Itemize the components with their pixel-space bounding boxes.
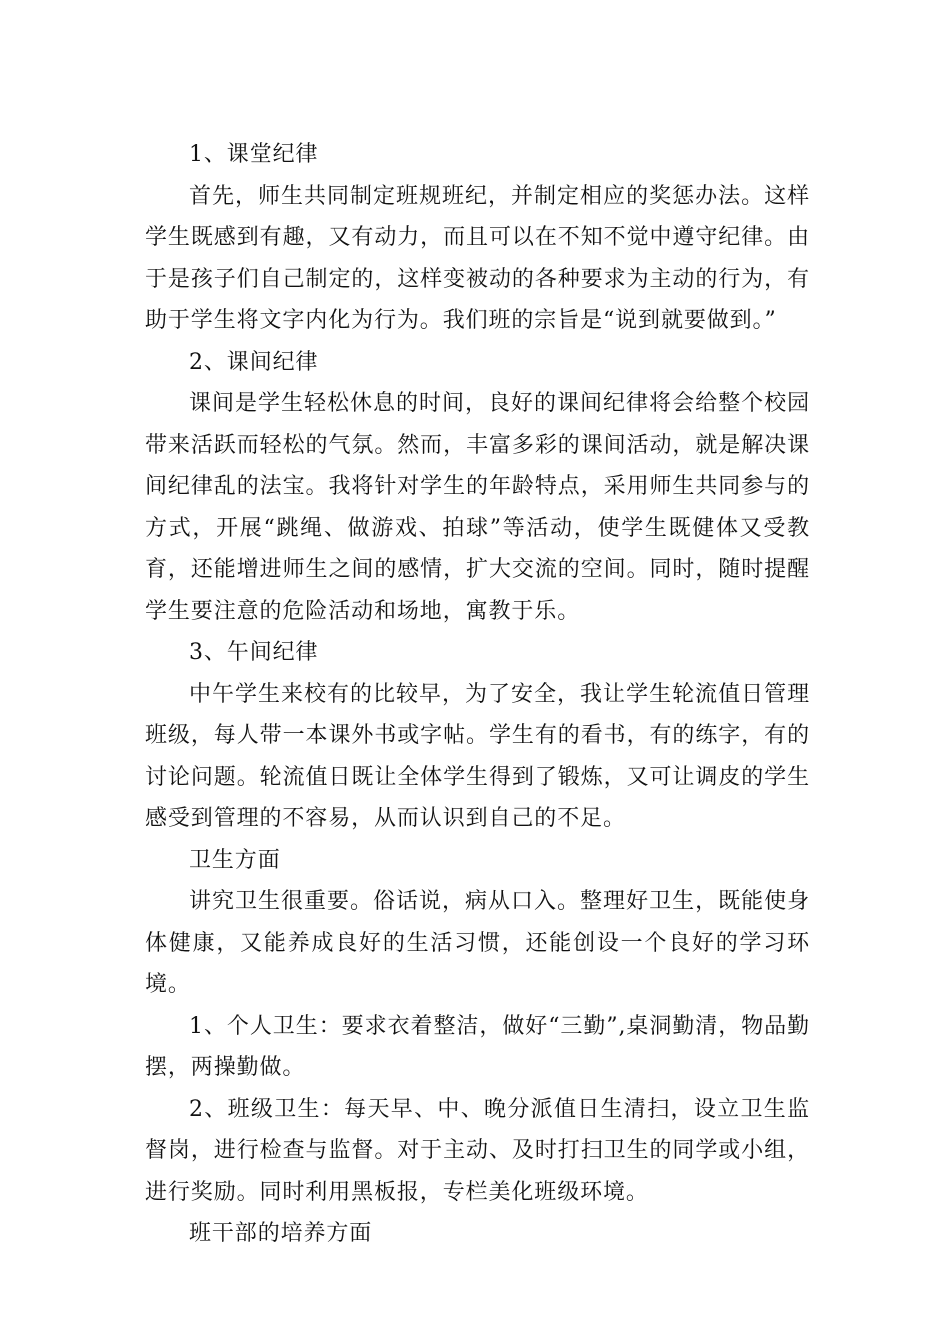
paragraph-personal-hygiene: 1、个人卫生：要求衣着整洁，做好“三勤”,桌洞勤清，物品勤摆，两操勤做。 <box>145 1013 810 1080</box>
paragraph-break-activities: 课间是学生轻松休息的时间，良好的课间纪律将会给整个校园带来活跃而轻松的气氛。然而，丰富多彩的课间活动，就是解决课间纪律乱的法宝。我将针对学生的年龄特点，采用师生共同参与的方式，开展“跳绳、做游戏、拍球”等活动，使学生既健体又受教育，还能增进师生之间的感情，扩大交流的空间。同时，随时提醒学生要注意的危险活动和场地，寓教于乐。 <box>145 391 810 624</box>
section-heading-noon-discipline: 3、午间纪律 <box>189 640 319 665</box>
section-heading-hygiene: 卫生方面 <box>189 847 281 873</box>
paragraph-classroom-rules: 首先，师生共同制定班规班纪，并制定相应的奖惩办法。这样学生既感到有趣，又有动力，而且可以在不知不觉中遵守纪律。由于是孩子们自己制定的，这样变被动的各种要求为主动的行为，有助于学生将文字内化为行为。我们班的宗旨是“说到就要做到。” <box>145 183 810 333</box>
document-body <box>145 134 810 1255</box>
paragraph-hygiene-intro: 讲究卫生很重要。俗话说，病从口入。整理好卫生，既能使身体健康，又能养成良好的生活习惯，还能创设一个良好的学习环境。 <box>145 889 810 997</box>
section-heading-class-cadre: 班干部的培养方面 <box>189 1221 373 1246</box>
section-heading-classroom-discipline: 1、课堂纪律 <box>189 142 319 167</box>
paragraph-noon-duty: 中午学生来校有的比较早，为了安全，我让学生轮流值日管理班级，每人带一本课外书或字帖。学生有的看书，有的练字，有的讨论问题。轮流值日既让全体学生得到了锻炼，又可让调皮的学生感受到管理的不容易，从而认识到自己的不足。 <box>145 681 810 831</box>
section-heading-break-discipline: 2、课间纪律 <box>189 349 319 375</box>
paragraph-class-hygiene: 2、班级卫生：每天早、中、晚分派值日生清扫，设立卫生监督岗，进行检查与监督。对于主动、及时打扫卫生的同学或小组，进行奖励。同时利用黑板报，专栏美化班级环境。 <box>145 1096 810 1205</box>
